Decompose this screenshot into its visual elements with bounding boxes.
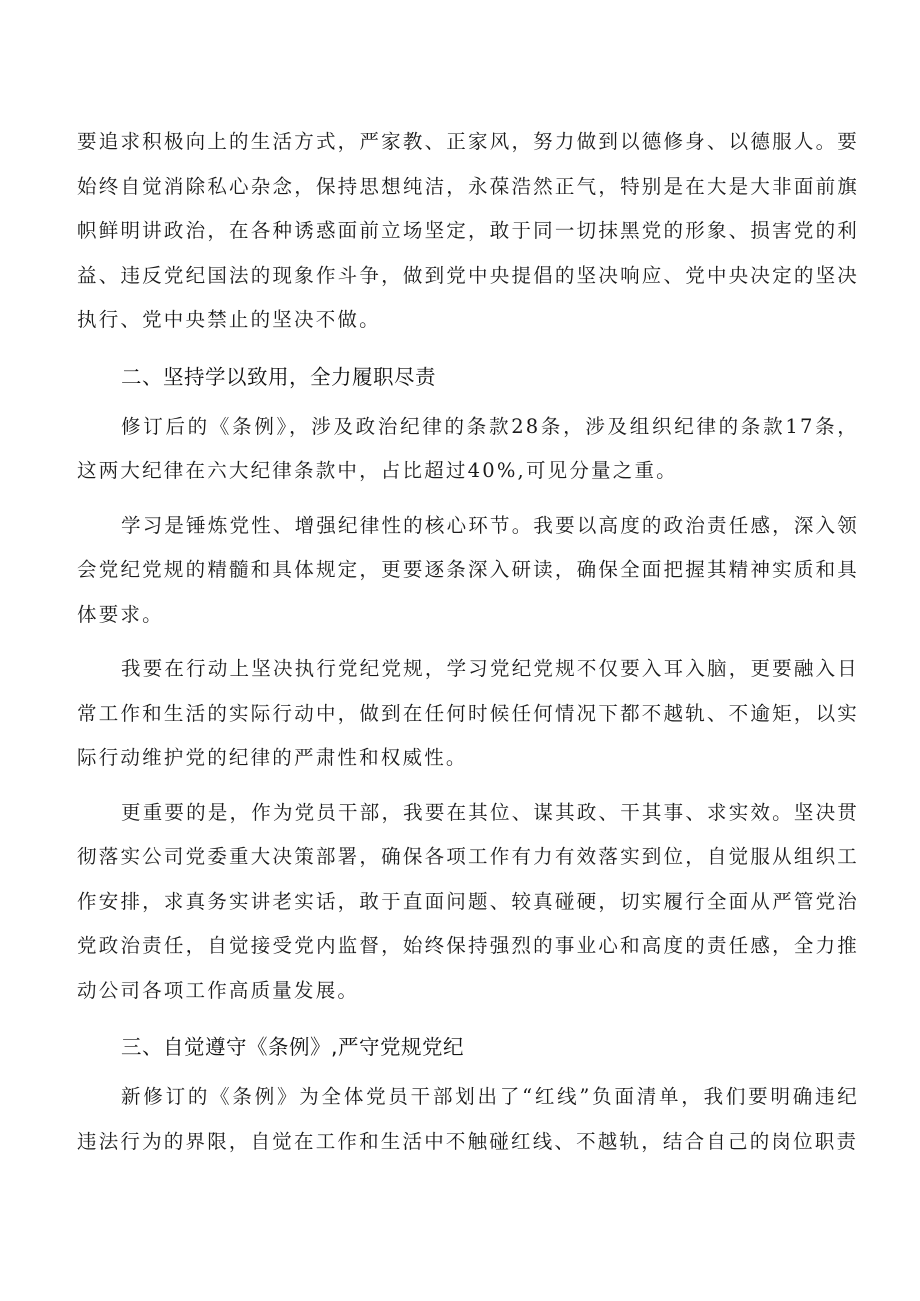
paragraph-action: 我要在行动上坚决执行党纪党规，学习党纪党规不仅要入耳入脑，更要融入日常工作和生活的实际行动中，做到在任何时候任何情况下都不越轨、不逾矩，以实际行动维护党的纪律的严肃性和权威性。: [77, 657, 859, 769]
paragraph-discipline-conduct: 要追求积极向上的生活方式，严家教、正家风，努力做到以德修身、以德服人。要始终自觉消除私心杂念，保持思想纯洁，永葆浩然正气，特别是在大是大非面前旗帜鲜明讲政治，在各种诱惑面前立场坚定，敢于同一切抹黑党的形象、损害党的利益、违反党纪国法的现象作斗争，做到党中央提倡的坚决响应、党中央决定的坚决执行、党中央禁止的坚决不做。: [77, 130, 859, 331]
spacer: [77, 494, 859, 504]
document-page: [77, 120, 859, 1164]
paragraph-red-line: 新修订的《条例》为全体党员干部划出了“红线”负面清单，我们要明确违纪违法行为的界限，自觉在工作和生活中不触碰红线、不越轨，结合自己的岗位职责: [77, 1085, 859, 1153]
section-heading-two: 二、坚持学以致用，全力履职尽责: [121, 364, 436, 389]
spacer: [77, 1013, 859, 1025]
paragraph-responsibility: 更重要的是，作为党员干部，我要在其位、谋其政、干其事、求实效。坚决贯彻落实公司党委重大决策部署，确保各项工作有力有效落实到位，自觉服从组织工作安排，求真务实讲老实话，敢于直面问题、较真碰硬，切实履行全面从严管党治党政治责任，自觉接受党内监督，始终保持强烈的事业心和高度的责任感，全力推动公司各项工作高质量发展。: [77, 800, 859, 1002]
paragraph-regulation-stats: 修订后的《条例》，涉及政治纪律的条款28条，涉及组织纪律的条款17条，这两大纪律在六大纪律条款中，占比超过40%,可见分量之重。: [77, 414, 859, 482]
section-heading-three: 三、自觉遵守《条例》,严守党规党纪: [121, 1035, 465, 1059]
spacer: [77, 781, 859, 791]
paragraph-study: 学习是锤炼党性、增强纪律性的核心环节。我要以高度的政治责任感，深入领会党纪党规的精髓和具体规定，更要逐条深入研读，确保全面把握其精神实质和具体要求。: [77, 513, 859, 626]
spacer: [77, 637, 859, 647]
spacer: [77, 343, 859, 355]
